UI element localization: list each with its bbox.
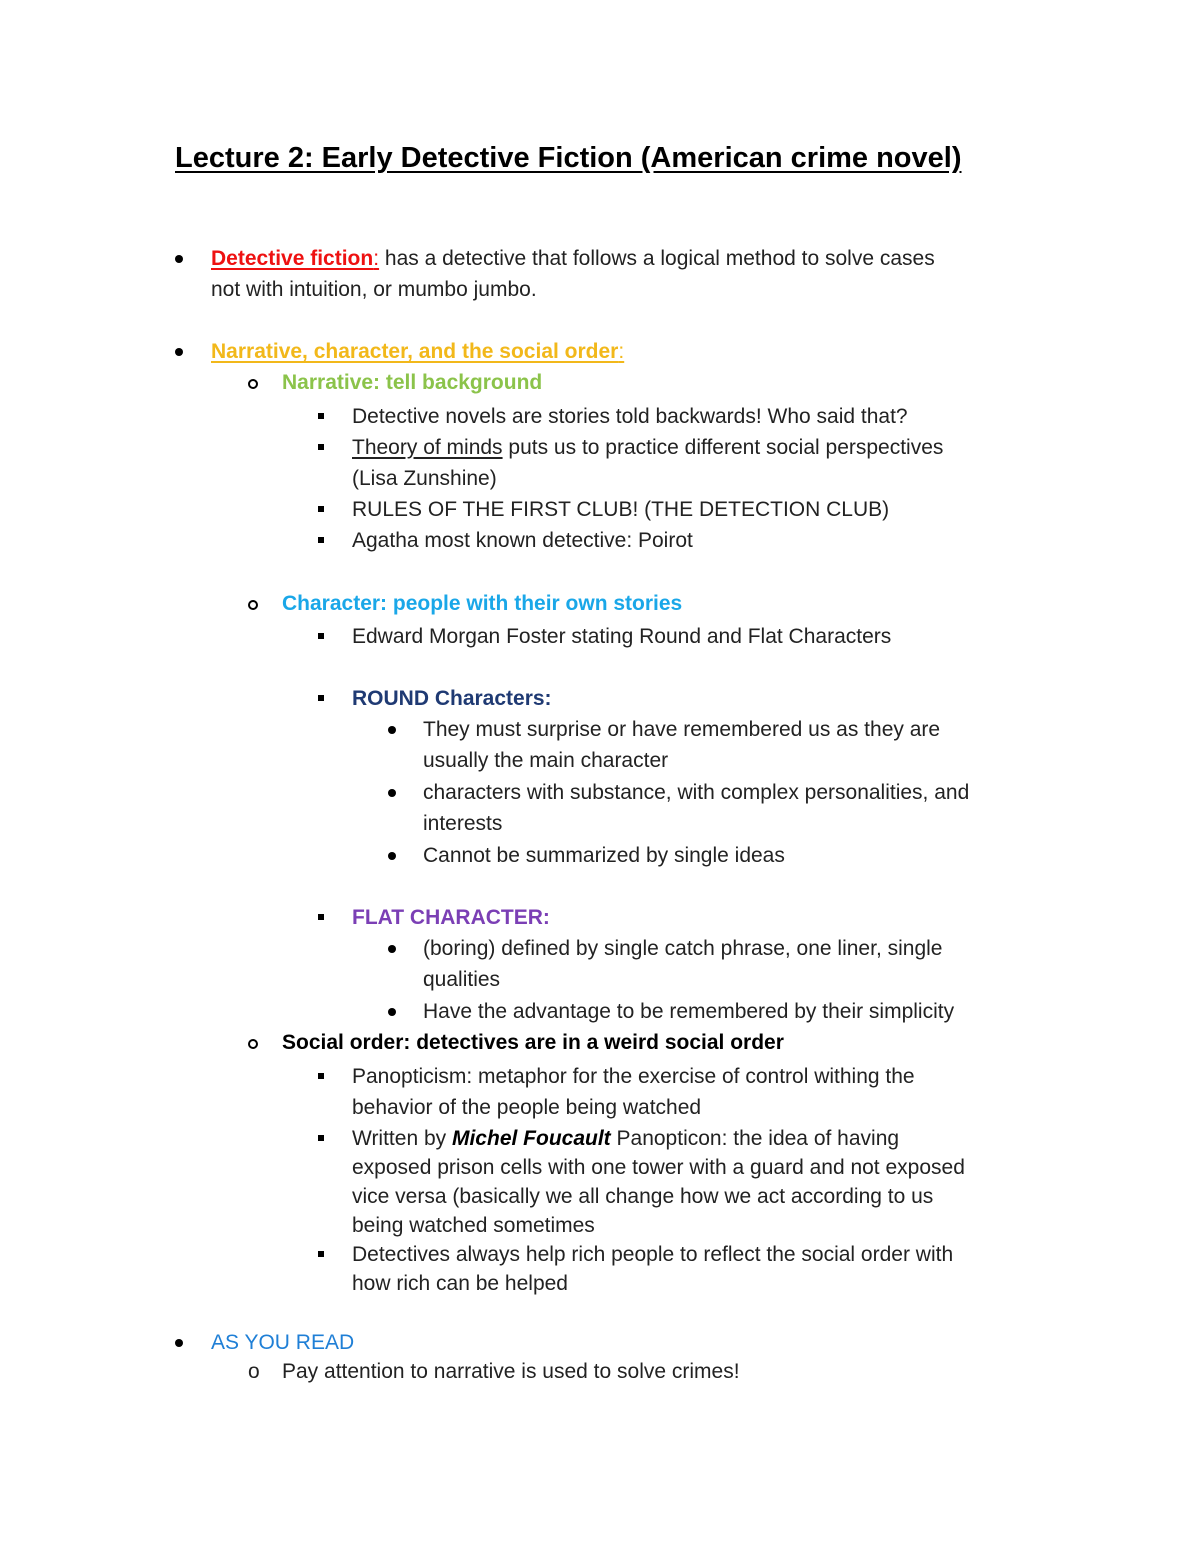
foucault-cont: being watched sometimes — [352, 1214, 595, 1237]
bullet-letter-o: o — [248, 1360, 260, 1383]
bullet-dot — [175, 255, 183, 263]
social-order-heading: Social order: detectives are in a weird social order — [282, 1031, 784, 1054]
foucault-prefix: Written by — [352, 1127, 452, 1150]
bullet-dot — [388, 726, 396, 734]
bullet-square — [318, 444, 324, 450]
bullet-square — [318, 1135, 324, 1141]
narrative-heading: Narrative: tell background — [282, 371, 543, 394]
flat-item: (boring) defined by single catch phrase, one liner, single — [423, 937, 943, 960]
round-item: characters with substance, with complex personalities, and — [423, 781, 970, 804]
detective-fiction-definition: has a detective that follows a logical method to solve cases — [379, 247, 935, 270]
narrative-item: RULES OF THE FIRST CLUB! (THE DETECTION CLUB) — [352, 498, 890, 521]
character-heading: Character: people with their own stories — [282, 592, 683, 615]
bullet-square — [318, 1073, 324, 1079]
flat-item-cont: qualities — [423, 968, 501, 991]
bullet-square — [318, 633, 324, 639]
bullet-square — [318, 537, 324, 543]
round-characters-heading: ROUND Characters: — [352, 687, 552, 710]
narrative-section-colon: : — [618, 340, 625, 363]
bullet-square — [318, 413, 324, 419]
detective-fiction-definition-cont: not with intuition, or mumbo jumbo. — [211, 278, 537, 301]
flat-character-heading: FLAT CHARACTER: — [352, 906, 550, 929]
as-you-read-heading: AS YOU READ — [211, 1331, 355, 1354]
foucault-text: Panopticon: the idea of having — [610, 1127, 900, 1150]
detective-fiction-colon: : — [373, 247, 380, 270]
bullet-square — [318, 695, 324, 701]
social-order-item: Detectives always help rich people to reflect the social order with — [352, 1243, 954, 1266]
character-intro: Edward Morgan Foster stating Round and Flat Characters — [352, 625, 892, 648]
foucault-name: Michel Foucault — [451, 1127, 611, 1150]
round-item: They must surprise or have remembered us as they are — [423, 718, 941, 741]
bullet-square — [318, 506, 324, 512]
social-order-item-cont: behavior of the people being watched — [352, 1096, 702, 1119]
bullet-dot — [388, 945, 396, 953]
theory-of-minds-text: puts us to practice different social perspectives — [502, 436, 944, 459]
bullet-square — [318, 1251, 324, 1257]
narrative-section-title: Narrative, character, and the social order — [211, 340, 619, 363]
detective-fiction-line — [211, 243, 935, 274]
bullet-square — [318, 914, 324, 920]
detective-fiction-term: Detective fiction — [211, 247, 374, 270]
bullet-dot — [175, 1339, 183, 1347]
bullet-circle — [248, 379, 258, 389]
round-item-cont: usually the main character — [423, 749, 669, 772]
as-you-read-item: Pay attention to narrative is used to solve crimes! — [282, 1360, 740, 1383]
social-order-item-cont: how rich can be helped — [352, 1272, 568, 1295]
theory-of-minds-line — [352, 432, 943, 463]
foucault-line — [352, 1123, 899, 1154]
narrative-item: Agatha most known detective: Poirot — [352, 529, 693, 552]
foucault-cont: exposed prison cells with one tower with a guard and not exposed — [352, 1156, 965, 1179]
bullet-circle — [248, 1039, 258, 1049]
bullet-circle — [248, 600, 258, 610]
bullet-dot — [388, 1008, 396, 1016]
flat-item: Have the advantage to be remembered by their simplicity — [423, 1000, 955, 1023]
social-order-item: Panopticism: metaphor for the exercise of control withing the — [352, 1065, 915, 1088]
page-title: Lecture 2: Early Detective Fiction (American crime novel) — [175, 142, 962, 174]
bullet-dot — [175, 348, 183, 356]
theory-of-minds-cont: (Lisa Zunshine) — [352, 467, 497, 490]
bullet-dot — [388, 789, 396, 797]
foucault-cont: vice versa (basically we all change how we act according to us — [352, 1185, 934, 1208]
round-item-cont: interests — [423, 812, 503, 835]
narrative-section-heading — [211, 336, 624, 367]
theory-of-minds-term: Theory of minds — [352, 436, 503, 459]
round-item: Cannot be summarized by single ideas — [423, 844, 785, 867]
bullet-dot — [388, 852, 396, 860]
narrative-item: Detective novels are stories told backwards! Who said that? — [352, 405, 908, 428]
